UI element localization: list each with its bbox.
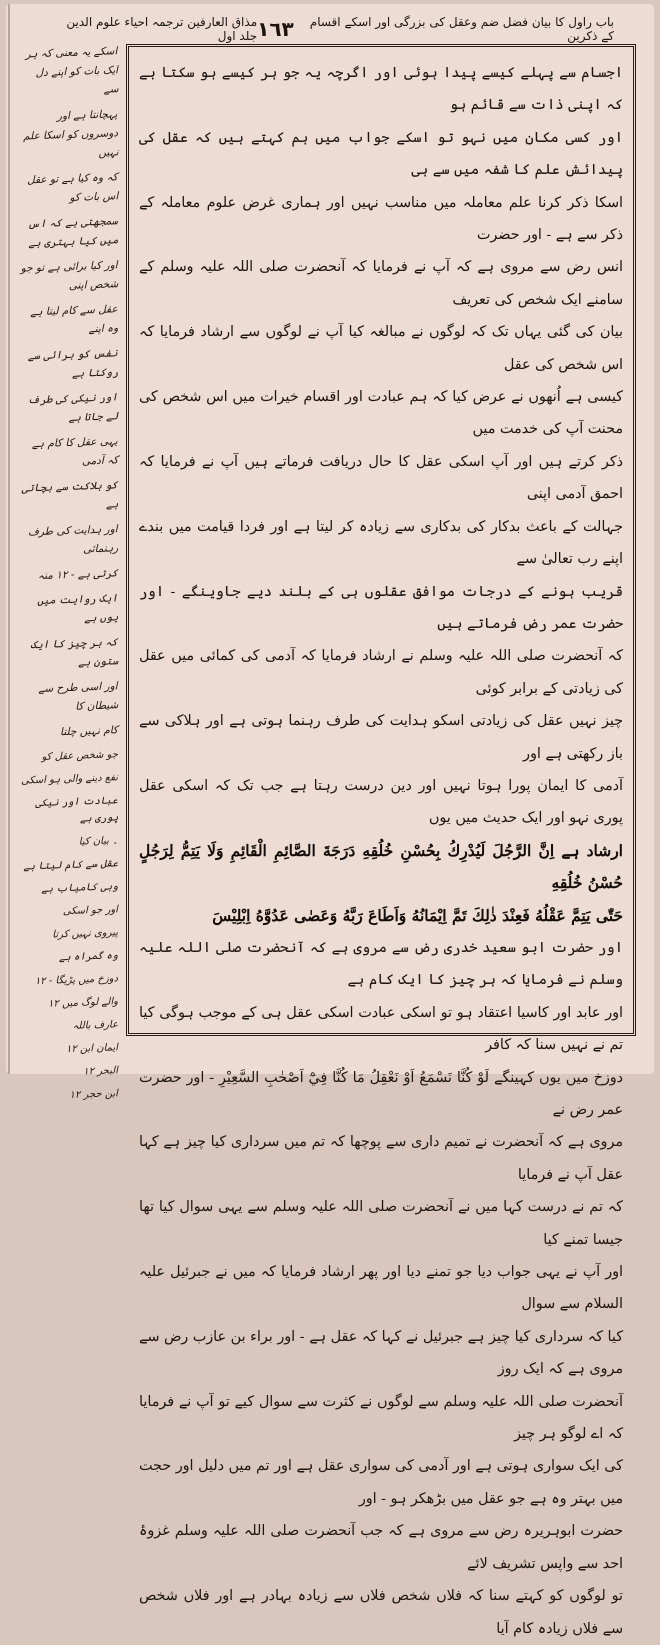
margin-note: کرتی ہے - ۱۲ منہ bbox=[37, 567, 119, 583]
text-line: قریب ہونے کے درجات موافق عقلوں ہی کے بلند دیے جاوینگے - اور حضرت عمر رض فرماتے ہیں bbox=[139, 583, 623, 632]
margin-note: اور نیکی کی طرف لے جاتا ہے bbox=[27, 391, 119, 424]
margin-note: یہی عقل کا کام ہے کہ آدمی bbox=[31, 435, 119, 468]
margin-note: کام نہیں چلتا bbox=[59, 724, 119, 739]
text-line: کیا کہ سرداری کیا چیز ہے جبرئیل نے کہا کہ عقل ہے - اور براء بن عازب رض سے مروی ہے کہ ایک روز bbox=[139, 1328, 623, 1378]
text-line: چیز نہیں عقل کی زیادتی اسکو ہدایت کی طرف رہنما ہوتی ہے اور ہلاکی سے باز رکھتی ہے اور bbox=[139, 713, 623, 762]
margin-note: اور ہدایت کی طرف رہنمائی bbox=[27, 523, 119, 556]
margin-note: اور کیا برائی ہے تو جو شخص اپنی bbox=[20, 259, 119, 292]
margin-note: اور جو اسکی bbox=[62, 904, 119, 918]
margin-note: کو ہلاکت سے بچاتی ہے bbox=[21, 479, 119, 511]
text-line: اور حضرت ابو سعید خدری رض سے مروی ہے کہ آنحضرت صلی اللہ علیہ وسلم نے فرمایا کہ ہر چیز کا ایک کام ہے bbox=[139, 939, 623, 989]
text-line: تو لوگوں کو کہتے سنا کہ فلاں شخص فلاں سے زیادہ بہادر ہے اور فلاں شخص سے فلاں زیادہ کام آیا bbox=[139, 1588, 623, 1637]
text-line: اسکا ذکر کرنا علم معاملہ میں مناسب نہیں اور ہماری غرض علوم معاملہ کے ذکر سے ہے - اور حضرت bbox=[139, 194, 623, 244]
margin-note: وہی کامیاب ہے bbox=[41, 881, 119, 895]
margin-note: اور اسی طرح سے شیطان کا bbox=[38, 680, 119, 713]
margin-notes bbox=[18, 44, 119, 1101]
margin-note: عقل سے کام لیتا ہے وہ اپنے bbox=[29, 303, 119, 336]
running-title-right: باب راول کا بیان فضل ضم وعقل کی بزرگی اور اسکے اقسام کے ذکرین bbox=[309, 15, 614, 43]
text-line: آدمی کا ایمان پورا ہوتا نہیں اور دین درست رہتا ہے جب تک کہ اسکی عقل پوری نہو اور ایک حدیث میں یوں bbox=[139, 777, 623, 827]
text-line: اور کسی مکان میں نہو تو اسکے جواب میں ہم کہتے ہیں کہ عقل کی پیدائش علم کا شفہ میں سے ہی bbox=[139, 129, 623, 179]
text-line: اجسام سے پہلے کیسے پیدا ہوئی اور اگرچہ یہ جو ہر کیسے ہو سکتا ہے کہ اپنی ذات سے قائم ہو bbox=[139, 65, 623, 114]
text-line: اور آپ نے یہی جواب دیا جو تمنے دیا اور پھر ارشاد فرمایا کہ میں نے جبرئیل علیہ السلام سے سوال bbox=[139, 1264, 623, 1313]
margin-note: پہچانتا ہے اور دوسروں کو اسکا علم نہیں bbox=[22, 108, 119, 159]
margin-note: عارف باللہ bbox=[72, 1019, 119, 1032]
text-line: مروی ہے کہ آنحضرت نے تمیم داری سے پوچھا کہ تم میں سرداری کیا چیز ہے کہا عقل آپ نے فرمایا bbox=[139, 1134, 623, 1183]
margin-note: ابن حجر ۱۲ bbox=[69, 1088, 119, 1101]
page-number: ١٦٣ bbox=[257, 17, 294, 41]
margin-note: والے لوگ میں ۱۲ bbox=[47, 996, 119, 1010]
text-line: کہ آنحضرت صلی اللہ علیہ وسلم نے ارشاد فرمایا کہ آدمی کی کمائی میں عقل کی زیادتی کے برابر کوئی bbox=[139, 648, 623, 697]
margin-note: سمجھتی ہے کہ اس میں کیا بہتری ہے bbox=[27, 215, 119, 250]
margin-note: ایک روایت میں یوں ہے bbox=[36, 592, 119, 625]
margin-note: نفس کو برائی سے روکتا ہے bbox=[27, 347, 119, 380]
text-line: بیان کی گئی یہاں تک کہ لوگوں نے مبالغہ کیا آپ نے لوگوں سے ارشاد فرمایا کہ اس شخص کی عقل bbox=[139, 324, 623, 373]
margin-note: اسکے یہ معنی کہ ہر ایک بات کو اپنے دل سے bbox=[25, 45, 119, 96]
text-line: حضرت ابوہریرہ رض سے مروی ہے کہ جب آنحضرت صلی اللہ علیہ وسلم غزوۂ احد سے واپس تشریف لائے bbox=[139, 1523, 623, 1572]
text-line: دوزخ میں یوں کہینگے لَوْ كُنَّا نَسْمَعُ اَوْ نَعْقِلُ مَا كُنَّا فِيْٓ اَصْحٰبِ السَّعِيْرِ - اور حضرت عمر رض نے bbox=[139, 1069, 623, 1118]
running-title-left: مذاق العارفین ترجمہ احیاء علوم الدین جلد اول bbox=[66, 15, 258, 43]
margin-note: عقل سے کام لیتا ہے bbox=[23, 858, 119, 873]
text-line: آنحضرت صلی اللہ علیہ وسلم سے لوگوں نے کثرت سے سوال کیے تو آپ نے فرمایا کہ اے لوگو ہر چیز bbox=[139, 1393, 623, 1443]
main-text-frame bbox=[126, 44, 636, 1637]
margin-note: البحر ۱۲ bbox=[83, 1065, 119, 1078]
text-line: کہ تم نے درست کہا میں نے آنحضرت صلی اللہ علیہ وسلم سے یہی سوال کیا تھا جیسا تمنے کیا bbox=[139, 1199, 623, 1248]
margin-note: جو شخص عقل کو bbox=[41, 749, 119, 763]
text-line: انس رض سے مروی ہے کہ آپ نے فرمایا کہ آنحضرت صلی اللہ علیہ وسلم کے سامنے ایک شخص کی تعریف bbox=[139, 259, 623, 308]
margin-note: دوزخ میں پڑیگا - ۱۲ bbox=[34, 973, 119, 988]
text-line: کی ایک سواری ہوتی ہے اور آدمی کی سواری عقل ہے اور تم میں دلیل اور حجت میں بہتر وہ ہے جو عقل میں بڑھکر ہو - اور bbox=[139, 1458, 623, 1507]
text-line: ذکر کرتے ہیں اور آپ اسکی عقل کا حال دریافت فرماتے ہیں آپ نے فرمایا کہ احمق آدمی اپنی bbox=[139, 453, 623, 503]
book-page bbox=[6, 4, 654, 1637]
text-line: کیسی ہے اُنھوں نے عرض کیا کہ ہم عبادت اور اقسام خیرات میں اس شخص کی محنت آپ کی خدمت میں bbox=[139, 389, 623, 438]
margin-note: ایمان ابن ۱۲ bbox=[65, 1042, 119, 1056]
margin-note: عبادت اور نیکی پوری ہے bbox=[34, 795, 119, 825]
margin-note: وہ گمراہ ہے bbox=[58, 950, 119, 964]
margin-note: نفع دینے والی ہو اسکی bbox=[20, 772, 119, 787]
text-line: اور عابد اور کاسیا اعتقاد ہو تو اسکی عبادت اسکی عقل ہی کے موجب ہوگی کیا تم نے نہیں سنا کہ کافر bbox=[139, 1004, 623, 1054]
margin-note: کہ وہ کیا ہے تو عقل اس بات کو bbox=[26, 171, 119, 204]
text-line: جہالت کے باعث بدکار کی بدکاری سے زیادہ کر لیتا ہے اور فردا قیامت میں بندے اپنے رب تعالیٰ سے bbox=[139, 518, 623, 568]
arabic-text-line: ارشاد ہے اِنَّ الرَّجُلَ لَيُدْرِكُ بِحُسْنِ خُلُقِهِ دَرَجَةَ الصَّائِمِ الْقَائِمِ وَلَا يَتِمُّ لِرَجُلٍ حُسْنُ خُلُقِهِ bbox=[139, 840, 623, 893]
body-text bbox=[139, 57, 623, 1645]
page-edge-shadow bbox=[8, 4, 10, 1074]
margin-note: پیروی نہیں کرتا bbox=[52, 927, 119, 941]
margin-note: ۔ بیان کیا bbox=[78, 835, 119, 848]
arabic-text-line: حَتّٰى يَتِمَّ عَقْلُهُ فَعِنْدَ ذٰلِكَ تَمَّ اِيْمَانُهُ وَاَطَاعَ رَبَّهُ وَعَصٰى عَدُوَّهُ اِبْلِيْسَ bbox=[212, 905, 623, 925]
margin-note: کہ ہر چیز کا ایک ستون ہے bbox=[30, 636, 119, 669]
page-header bbox=[46, 14, 614, 44]
